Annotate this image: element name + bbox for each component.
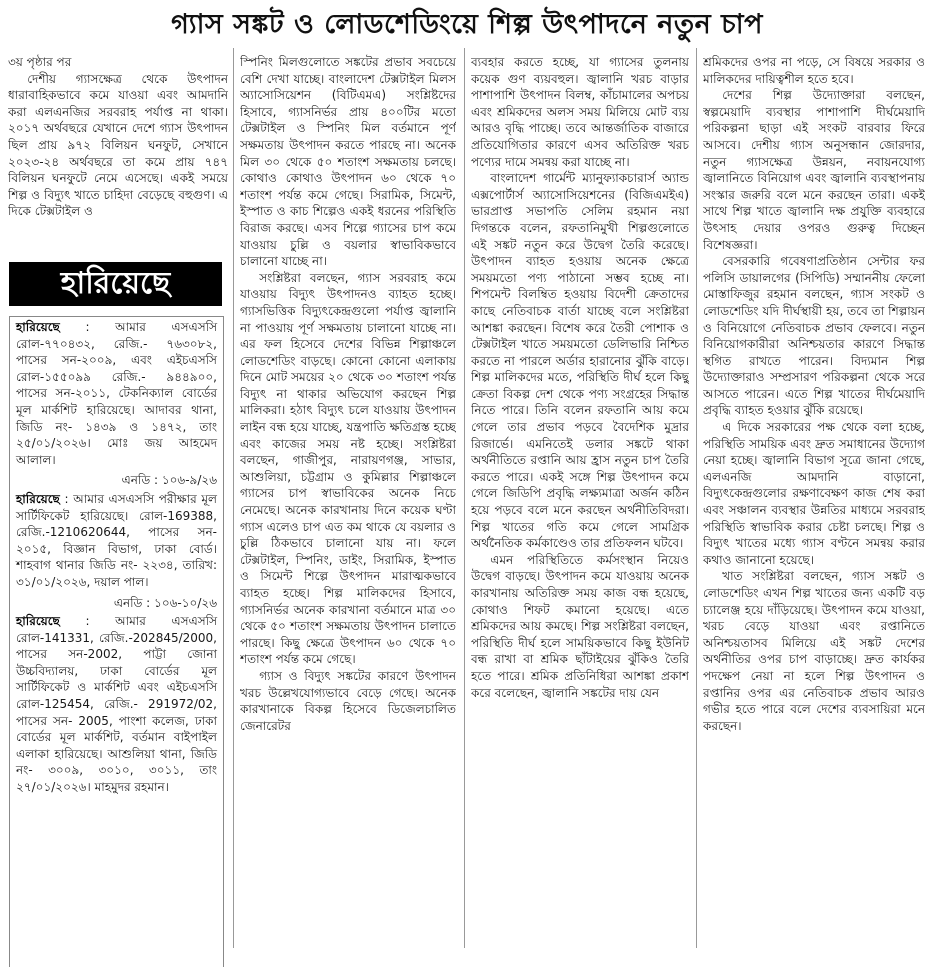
paragraph: বেসরকারি গবেষণাপ্রতিষ্ঠান সেন্টার ফর পলিসি ডায়ালগের (সিপিডি) সম্মাননীয় ফেলো মোস্তাফিজুর রহমান বলছেন, গ্যাস সংকট ও লোডশেডিং যদি দীর্ঘস্থায়ী হয়, তবে তা শিল্পায়ন ও বিনিয়োগে নেতিবাচক প্রভাব ফেলবে। নতুন বিনিয়োগকারীরা অনিশ্চয়তার কারণে সিদ্ধান্ত স্থগিত রাখতে পারেন। বিদ্যমান শিল্প উদ্যোক্তারাও সম্প্রসারণ পরিকল্পনা থেকে সরে আসতে পারেন। এতে শিল্প খাতের দীর্ঘমেয়াদি প্রবৃদ্ধি ব্যাহত হওয়ার ঝুঁকি রয়েছে। [703,254,925,418]
ad-label: হারিয়েছে [16,491,60,506]
paragraph: দেশীয় গ্যাসক্ষেত্র থেকে উৎপাদন ধারাবাহিকভাবে কমে যাওয়া এবং আমদানি করা এলএনজির সরবরাহ পর্যাপ্ত না থাকা। ২০১৭ অর্থবছরে যেখানে দেশে গ্যাস উৎপাদন ছিল প্রায় ৯৭২ বিলিয়ন ঘনফুট, সেখানে ২০২৩-২৪ অর্থবছরে তা কমে প্রায় ৭৪৭ বিলিয়ন ঘনফুটে নেমে এসেছে। একই সময়ে শিল্প ও বিদ্যুৎ খাতে চাহিদা বেড়েছে বহুগুণ। এ দিকে টেক্সটাইল ও [8,71,228,219]
column-divider [696,48,697,948]
paragraph: গ্যাস ও বিদ্যুৎ সঙ্কটের কারণে উৎপাদন খরচ উল্লেখযোগ্যভাবে বেড়ে গেছে। অনেক কারখানাকে বিকল্প হিসেবে ডিজেলচালিত জেনারেটর [240,668,456,733]
lost-notice-banner: হারিয়েছে [9,262,222,306]
ad-label: হারিয়েছে [16,320,60,334]
column-divider [464,48,465,948]
article-column-2 [240,54,456,944]
classified-ad [16,613,217,796]
paragraph: বাংলাদেশ গার্মেন্ট ম্যানুফ্যাকচারার্স অ্যান্ড এক্সপোর্টার্স অ্যাসোসিয়েশনের (বিজিএমইএ) ভারপ্রাপ্ত সভাপতি সেলিম রহমান নয়া দিগন্তকে বলেন, রফতানিমুখী শিল্পগুলোতে এই সঙ্কট নতুন করে উদ্বেগ তৈরি করেছে। উৎপাদন ব্যাহত হওয়ায় অনেক ক্ষেত্রে সময়মতো পণ্য পাঠানো সম্ভব হচ্ছে না। শিপমেন্ট বিলম্বিত হওয়ায় বিদেশী ক্রেতাদের কাছে নেতিবাচক বার্তা যাচ্ছে বলে সংশ্লিষ্টরা আশঙ্কা করছেন। বিশেষ করে তৈরী পোশাক ও টেক্সটাইল খাতে সময়মতো ডেলিভারি নিশ্চিত করতে না পারলে অর্ডার হারানোর ঝুঁকি বাড়ে। শিল্প মালিকদের মতে, পরিস্থিতি দীর্ঘ হলে কিছু ক্রেতা বিকল্প দেশ থেকে পণ্য সংগ্রহের সিদ্ধান্ত নিতে পারে। তিনি বলেন রফতানি আয় কমে গেলে তার প্রভাব পড়বে বৈদেশিক মুদ্রার রিজার্ভে। এমনিতেই ডলার সঙ্কটে থাকা অর্থনীতিতে রপ্তানি আয় হ্রাস নতুন চাপ তৈরি করতে পারে। একই সঙ্গে শিল্প উৎপাদন কমে গেলে জিডিপি প্রবৃদ্ধি লক্ষ্যমাত্রা অর্জন কঠিন হয়ে পড়বে বলে মনে করছেন অর্থনীতিবিদরা। শিল্প খাতের গতি কমে গেলে সামগ্রিক অর্থনৈতিক কর্মকাণ্ডেও তার প্রতিফলন ঘটবে। [471,171,689,551]
paragraph: ব্যবহার করতে হচ্ছে, যা গ্যাসের তুলনায় কয়েক গুণ ব্যয়বহুল। জ্বালানি খরচ বাড়ার পাশাপাশি উৎপাদন বিলম্ব, কাঁচামালের অপচয় এবং শ্রমিকদের অলস সময় মিলিয়ে মোট ব্যয় আরও বৃদ্ধি পাচ্ছে। তবে আন্তর্জাতিক বাজারে প্রতিযোগিতার কারণে এসব অতিরিক্ত খরচ পণ্যের দামে সমন্বয় করা যাচ্ছে না। [471,55,689,169]
paragraph: শ্রমিকদের ওপর না পড়ে, সে বিষয়ে সরকার ও মালিকদের দায়িত্বশীল হতে হবে। [703,55,925,86]
paragraph: এমন পরিস্থিতিতে কর্মসংস্থান নিয়েও উদ্বেগ বাড়ছে। উৎপাদন কমে যাওয়ায় অনেক কারখানায় অতিরিক্ত সময় কাজ বন্ধ হয়েছে, কোথাও শিফট কমানো হয়েছে। এতে শ্রমিকদের আয় কমছে। শিল্প সংশ্লিষ্টরা বলছেন, পরিস্থিতি দীর্ঘ হলে সাময়িকভাবে কিছু ইউনিট বন্ধ রাখা বা শ্রমিক ছাঁটাইয়ের ঝুঁকিও তৈরি হতে পারে। শ্রমিক প্রতিনিধিরা আশঙ্কা প্রকাশ করে বলেছেন, জ্বালানি সঙ্কটের দায় যেন [471,552,689,700]
ad-text: : আমার এসএসসি রোল-141331, রেজি.-202845/2000, পাসের সন-2002, পাট্টা জোনা উচ্চবিদ্যালয়, ঢাকা বোর্ডের মূল সার্টিফিকেট ও মার্কশিট এবং এইচএসসি রোল-125454, রেজি.- 291972/02, পাসের সন- 2005, পাংশা কলেজ, ঢাকা বোর্ডের মূল মার্কশিট, বর্তমান বাইপাইল এলাকা হারিয়েছে। আশুলিয়া থানা, জিডি নং- ৩০০৯, ৩০১০, ৩০১১, তাং ২৭/০১/২০২৬। মাহমুদর রহমান। [16,614,217,795]
ad-text: : আমার এসএসসি পরীক্ষার মূল সার্টিফিকেট হারিয়েছে। রোল-169388, রেজি.-1210620644, পাসের সন- ২০১৫, বিজ্ঞান বিভাগ, ঢাকা বোর্ড। শাহবাগ থানার জিডি নং- ২২৩৪, তারিখ: ৩১/০১/২০২৬, দয়াল পাল। [16,491,217,589]
article-column-4 [703,54,925,944]
paragraph: এ দিকে সরকারের পক্ষ থেকে বলা হচ্ছে, পরিস্থিতি সাময়িক এবং দ্রুত সমাধানের উদ্যোগ নেয়া হচ্ছে। জ্বালানি বিভাগ সূত্রে জানা গেছে, এলএনজি আমদানি বাড়ানো, বিদ্যুৎকেন্দ্রগুলোর রক্ষণাবেক্ষণ কাজ শেষ করা এবং সঞ্চালন ব্যবস্থার উন্নতির মাধ্যমে সরবরাহ পরিস্থিতি স্বাভাবিক করার চেষ্টা চলছে। শিল্প ও বিদ্যুৎ খাতের মধ্যে গ্যাস বণ্টনে সমন্বয় করার কথাও জানানো হয়েছে। [703,420,925,567]
ad-text: : আমার এসএসসি রোল-৭৭০৪৩২, রেজি.- ৭৬৩০৮২, পাসের সন-২০০৯, এবং এইচএসসি রোল-১৫৫০৯৯ রেজি.- ৯৪৪৯০০, পাসের সন-২০১১, টেকনিক্যাল বোর্ডের মূল মার্কশিট হারিয়েছে। আদাবর থানা, জিডি নং- ১৪৩৯ ও ১৪৭২, তাং ২৫/০১/২০২৬। মোঃ জয় আহমেদ আলাল। [16,320,217,467]
paragraph: সংশ্লিষ্টরা বলছেন, গ্যাস সরবরাহ কমে যাওয়ায় বিদ্যুৎ উৎপাদনও ব্যাহত হচ্ছে। গ্যাসভিত্তিক বিদ্যুৎকেন্দ্রগুলো পর্যাপ্ত জ্বালানি না পাওয়ায় পূর্ণ সক্ষমতায় চালানো যাচ্ছে না। এর ফল হিসেবে দেশের বিভিন্ন শিল্পাঞ্চলে লোডশেডিং বাড়ছে। কোনো কোনো এলাকায় দিনে মোট সময়ের ২০ থেকে ৩০ শতাংশ পর্যন্ত বিদ্যুৎ না থাকার অভিযোগ করছেন শিল্প মালিকরা। হঠাৎ বিদ্যুৎ চলে যাওয়ায় উৎপাদন লাইন বন্ধ হয়ে যাচ্ছে, যন্ত্রপাতি ক্ষতিগ্রস্ত হচ্ছে এবং কাজের সময় নষ্ট হচ্ছে। সংশ্লিষ্টরা বলছেন, গাজীপুর, নারায়ণগঞ্জ, সাভার, আশুলিয়া, চট্টগ্রাম ও কুমিল্লার শিল্পাঞ্চলে গ্যাসের চাপ স্বাভাবিকের অনেক নিচে নেমেছে। অনেক কারখানায় দিনে কয়েক ঘণ্টা গ্যাস এলেও চাপ এত কম থাকে যে বয়লার ও চুল্লি ঠিকভাবে চালানো যায় না। ফলে টেক্সটাইল, স্পিনিং, ডাইং, সিরামিক, ইস্পাত ও সিমেন্ট শিল্পে উৎপাদন মারাত্মকভাবে ব্যাহত হচ্ছে। শিল্প মালিকদের হিসাবে, গ্যাসনির্ভর অনেক কারখানা বর্তমানে মাত্র ৩০ থেকে ৫০ শতাংশ সক্ষমতায় উৎপাদন চালাতে পারছে। কিছু ক্ষেত্রে উৎপাদন ৬০ থেকে ৭০ শতাংশ পর্যন্ত কমে গেছে। [240,270,456,667]
continued-from: ৩য় পৃষ্ঠার পর [8,55,72,69]
classified-ad [16,491,217,591]
article-column-3 [471,54,689,944]
headline: গ্যাস সঙ্কট ও লোডশেডিংয়ে শিল্প উৎপাদনে নতুন চাপ [171,9,763,40]
column-divider [233,48,234,948]
paragraph: দেশের শিল্প উদ্যোক্তারা বলছেন, স্বল্পমেয়াদি ব্যবস্থার পাশাপাশি দীর্ঘমেয়াদি পরিকল্পনা ছাড়া এই সংকট বারবার ফিরে আসবে। দেশীয় গ্যাস অনুসন্ধান জোরদার, নতুন গ্যাসক্ষেত্র উন্নয়ন, নবায়নযোগ্য জ্বালানিতে বিনিয়োগ এবং জ্বালানি ব্যবস্থাপনায় সংস্কার জরুরি বলে মনে করছেন তারা। একই সাথে শিল্প খাতে জ্বালানি দক্ষ প্রযুক্তি ব্যবহারে উৎসাহ দেয়ার ওপরও গুরুত্ব দিচ্ছেন বিশেষজ্ঞরা। [703,88,925,252]
paragraph: স্পিনিং মিলগুলোতে সঙ্কটের প্রভাব সবচেয়ে বেশি দেখা যাচ্ছে। বাংলাদেশ টেক্সটাইল মিলস অ্যাসোসিয়েশন (বিটিএমএ) সংশ্লিষ্টদের হিসাবে, গ্যাসনির্ভর প্রায় ৪০০টির মতো টেক্সটাইল ও স্পিনিং মিল বর্তমানে পূর্ণ সক্ষমতায় উৎপাদন করতে পারছে না। অনেক মিল ৩০ থেকে ৫০ শতাংশ সক্ষমতায় চলছে। কোথাও কোথাও উৎপাদন ৬০ থেকে ৭০ শতাংশ পর্যন্ত কমে গেছে। সিরামিক, সিমেন্ট, ইস্পাত ও কাচ শিল্পেও একই ধরনের পরিস্থিতি বিরাজ করছে। এসব শিল্পে গ্যাসের চাপ কমে যাওয়ায় চুল্লি ও বয়লার স্বাভাবিকভাবে চালানো যাচ্ছে না। [240,55,456,269]
paragraph: খাত সংশ্লিষ্টরা বলছেন, গ্যাস সঙ্কট ও লোডশেডিং এখন শিল্প খাতের জন্য একটি বড় চ্যালেঞ্জ হয়ে দাঁড়িয়েছে। উৎপাদন কমে যাওয়া, খরচ বেড়ে যাওয়া এবং রপ্তানিতে অনিশ্চয়তাসব মিলিয়ে এই সঙ্কট দেশের অর্থনীতির ওপর চাপ বাড়াচ্ছে। দ্রুত কার্যকর পদক্ষেপ নেয়া না হলে শিল্প উৎপাদন ও রপ্তানির ওপর এর নেতিবাচক প্রভাব আরও গভীর হতে পারে বলে দেশের ব্যবসায়িরা মনে করছেন। [703,569,925,733]
classified-ad [16,319,217,468]
classifieds-box [9,316,224,967]
ad-code: এনডি : ১০৬-১০/২৬ [113,595,217,610]
article-column-1 [8,54,228,254]
ad-label: হারিয়েছে [16,614,60,629]
ad-code: এনডি : ১০৬-৯/২৬ [121,473,217,488]
